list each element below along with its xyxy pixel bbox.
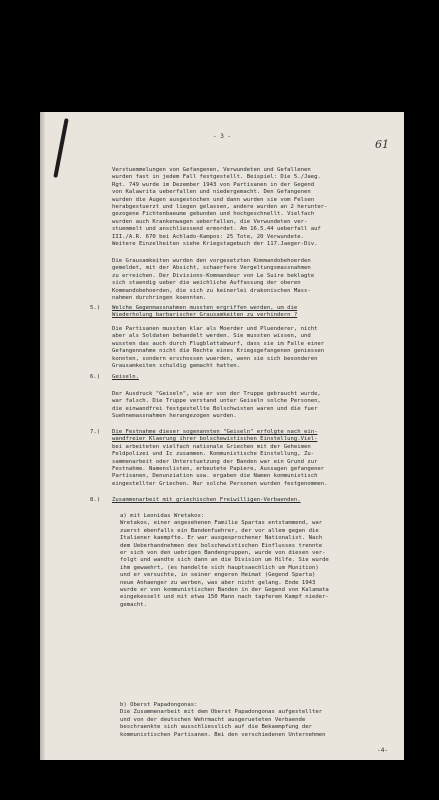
section-6-number: 6.) — [90, 374, 101, 380]
text-line: Kommandobehoerden, die sich zu keinerlei drakonischen Mass- — [112, 287, 311, 294]
heading-line: Geiseln. — [112, 374, 139, 380]
heading-line: Zusammenarbeit mit griechischen Freiwilligen-Verbaenden. — [112, 497, 301, 503]
text-line: dem Ueberhandnehmen des bolschewistischen Einflusses trennte — [120, 542, 323, 549]
text-line: Der Ausdruck "Geiseln", wie er von der Truppe gebraucht wurde, — [112, 391, 321, 397]
text-line: wandfreier Klaerung ihrer bolschewistischen Einstellung.Viel- — [112, 436, 318, 443]
text-line: zuerst ebenfalls ein Bandenfuehrer, der vor allem gegen die — [120, 527, 319, 534]
text-line: herabgestuerzt und liegen gelassen, andere wurden an 2 herunter- — [112, 204, 328, 211]
subheading: b) Oberst Papadongonas: — [120, 702, 198, 708]
text-line: gezogene Fichtenbaeume gebunden und hochgeschnellt. Vielfach — [112, 211, 315, 218]
text-line: sammenarbeit oder Unterstuetzung der Banden war ein Grund zur — [112, 458, 318, 465]
text-line: wurden auch Krankenwagen ueberfallen, die Verwundeten ver- — [112, 218, 308, 225]
section-5-body — [112, 326, 394, 370]
text-line: beschraenkte sich ausschliesslich auf die Bekaempfung der — [120, 724, 312, 731]
text-line: sich staendig ueber die weichliche Auffassung der oberen — [112, 280, 301, 287]
text-line: eingestellter Griechen. Nur solche Personen wurden festgenommen. — [112, 480, 328, 487]
subheading: a) mit Leonidas Wretakos: — [120, 513, 205, 519]
heading-line: Welche Gegenmassnahmen mussten ergriffen werden, um die — [112, 305, 298, 311]
paragraph-intro — [112, 167, 394, 248]
text-line: eingekesselt und mit etwa 150 Mann nach tapferem Kampf nieder- — [120, 594, 329, 601]
section-5-number: 5.) — [90, 305, 101, 311]
section-8-heading — [112, 497, 394, 504]
pencil-mark — [53, 118, 68, 178]
section-8a — [120, 513, 394, 609]
next-page-indicator: -4- — [377, 747, 388, 754]
text-line: und von der deutschen Wehrmacht ausgerueteten Verbaende — [120, 716, 306, 723]
text-line: zu erreichen. Der Divisions-Kommandeur von Le Suire beklagte — [112, 272, 315, 279]
text-line: III./A.R. 670 bei Achlado-Kampos: 25 Tote, 20 Verwundete. — [112, 233, 304, 240]
text-line: konnten, sondern erschossen wuerden, wenn sie sich besonderen — [112, 355, 318, 362]
text-line: Weitere Einzelheiten siehe Kriegstagebuch der 117.Jaeger-Div. — [112, 241, 318, 248]
text-line: Feldpolizei und Ic zusammen. Kommunistische Einstellung, Zu- — [112, 451, 315, 458]
text-line: wurden die Augen ausgestochen und dann wurden sie vom Felsen — [112, 196, 315, 203]
heading-line: Wiederholung barbarischer Grausamkeiten zu verhindern ? — [112, 312, 298, 319]
text-line: kommunistischen Partisanen. Bei den verschiedenen Unternehmen — [120, 731, 326, 738]
text-line: die einwandfrei festgestellte Bolschwisten waren und die fuer — [112, 405, 318, 412]
text-line: neue Anhaenger zu werben, was aber nicht gelang. Ende 1943 — [120, 579, 316, 586]
text-line: war falsch. Die Truppe verstand unter Geiseln solche Personen, — [112, 398, 321, 405]
text-line: nahmen durchringen koennten. — [112, 295, 207, 302]
text-line: Die Zusammenarbeit mit dem Oberst Papadongonas aufgestellter — [120, 709, 323, 716]
document-page — [40, 112, 404, 760]
text-line: aber als Soldaten behandelt werden. Sie mussten wissen, und — [112, 333, 311, 340]
text-line: Gefangennahme nicht die Rechte eines Kriegsgefangenen geniessen — [112, 348, 325, 355]
paragraph-commands — [112, 258, 394, 302]
section-8-number: 8.) — [90, 497, 101, 503]
page-number: - 3 - — [212, 133, 232, 140]
text-line: er sich von den uebrigen Bandengruppen, wurde von diesen ver- — [120, 550, 326, 557]
text-line: Die Grausamkeiten wurden den vorgesetzten Kommandobehoerden — [112, 258, 311, 264]
text-line: folgt und wandte sich dann an die Division um Hilfe. Sie wurde — [120, 557, 329, 564]
section-7-number: 7.) — [90, 429, 101, 435]
section-7-body — [112, 429, 394, 488]
page-fold-shadow — [40, 112, 46, 760]
section-6-heading — [112, 374, 394, 381]
section-5-heading — [112, 305, 394, 320]
text-line: ihm gewaehrt, (es handelte sich hauptsaechlich um Munition) — [120, 564, 319, 571]
text-line: Grausamkeiten schuldig gemacht hatten. — [112, 363, 240, 370]
text-line: gemeldet, mit der Absicht, schaerfere Vergeltungsmassnahmen — [112, 265, 311, 272]
text-line: und er versuchte, in seiner engeren Heimat (Gegend Sparta) — [120, 572, 316, 579]
text-line: wurden fast in jedem Fall festgestellt. Beispiel: Die 5./Jaeg. — [112, 174, 321, 181]
text-line: Die Partisanen mussten klar als Moerder und Pluenderer, nicht — [112, 326, 318, 332]
text-line: wurde er von kommunistischen Banden in der Gegend von Kalamata — [120, 587, 329, 594]
section-8b — [120, 702, 394, 739]
section-6-body — [112, 391, 394, 421]
text-line: Rgt. 749 wurde im Dezember 1943 von Partisanen in der Gegend — [112, 181, 315, 188]
text-line: Festnahme. Namenslisten, erbeutete Papiere, Aussagen gefangener — [112, 466, 325, 473]
text-line: Suehnemassnahmen herangezogen wurden. — [112, 413, 237, 420]
text-line: wussten das auch durch Flugblattabwurf, dass sie im Falle einer — [112, 340, 325, 347]
text-line: von Kalawrita ueberfallen und niedergemacht. Den Gefangenen — [112, 189, 311, 196]
handwritten-folio-number: 61 — [375, 138, 389, 151]
text-line: stuemmelt und anschliessend ermordet. Am 16.5.44 ueberfall auf — [112, 226, 321, 233]
text-line: bei arbeiteten vielfach nationale Griechen mit der Geheimen — [112, 443, 311, 450]
text-line: Wretakos, einer angesehenen Familie Spartas entstammend, war — [120, 520, 323, 527]
text-line: Partisanen, Denunziation usw. ergaben die Namen kommunistisch — [112, 473, 318, 480]
text-line: Italiener kaempfte. Er war ausgesprochener Nationalist. Nach — [120, 535, 323, 542]
text-line: Die Festnahme dieser sogenannten "Geiseln" erfolgte nach ein- — [112, 429, 318, 435]
text-line: Verstuemmelungen von Gefangenen, Verwundeten und Gefallenen — [112, 167, 311, 173]
text-line: gemacht. — [120, 601, 147, 608]
